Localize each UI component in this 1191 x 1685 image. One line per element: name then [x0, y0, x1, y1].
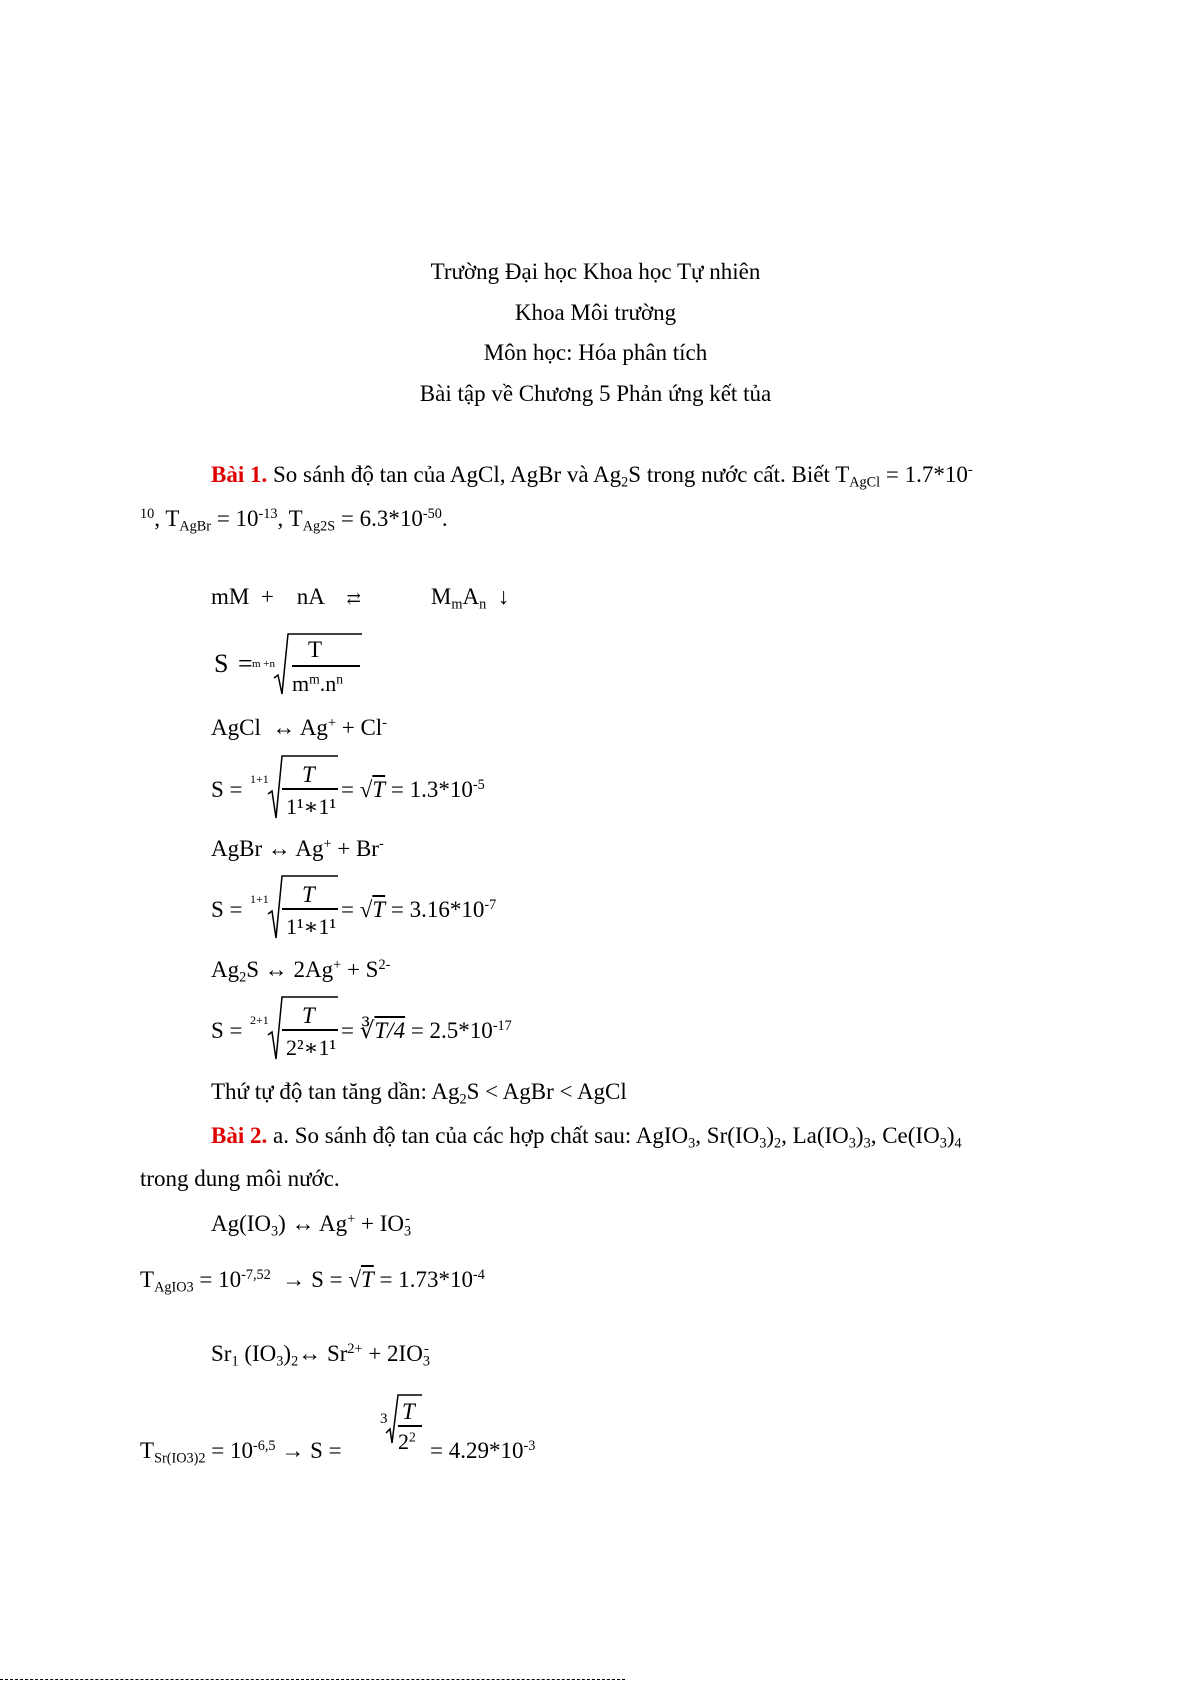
reaction-m: M	[430, 584, 452, 609]
sub-1: 1	[231, 1353, 239, 1370]
bai2-statement	[211, 1123, 962, 1152]
bai1-statement-cont	[140, 506, 448, 535]
formula-numerator: T	[308, 637, 323, 662]
sub-m: m	[451, 596, 463, 613]
subject-name: Môn học: Hóa phân tích	[483, 340, 708, 365]
sqrt-t: T	[360, 1267, 374, 1292]
sub-agbr: AgBr	[179, 518, 212, 535]
bai2-text-e: )	[855, 1123, 864, 1148]
sup-m50: -50	[422, 506, 442, 523]
agcl-result	[341, 778, 485, 801]
srio3-numerator: T	[402, 1399, 415, 1424]
sub-2: 2	[459, 1091, 467, 1108]
agbr-denominator: 1¹∗1¹	[286, 914, 337, 939]
agcl-denominator: 1¹∗1¹	[286, 794, 337, 819]
t-value: = 10	[205, 1438, 253, 1463]
sub-3: 3	[863, 1135, 871, 1152]
t-label: , T	[154, 506, 180, 531]
bai2-text-d: , La(IO	[781, 1123, 849, 1148]
sup-2plus: 2+	[347, 1341, 363, 1358]
ag2s-rhs: + S	[341, 957, 379, 982]
srio3-d: ↔ Sr	[298, 1341, 348, 1366]
t-agbr-val: = 10	[211, 506, 259, 531]
bai2-text-a: a. So sánh độ tan của các hợp chất sau: AgIO	[267, 1123, 689, 1148]
sub-3: 3	[403, 1223, 412, 1240]
bai1-text-b: S trong nước cất. Biết T	[628, 462, 850, 487]
fraction-bar	[398, 1425, 422, 1427]
radical-index: 3	[380, 1411, 388, 1427]
sup-minus: -	[382, 715, 387, 732]
srio3-c: )	[283, 1341, 292, 1366]
ag2s-numerator: T	[302, 1003, 315, 1028]
srio3-reaction	[211, 1341, 430, 1370]
ag2s-exponent: -17	[492, 1018, 512, 1035]
agcl-reaction	[211, 716, 387, 739]
srio3-radical	[378, 1393, 438, 1463]
agio3-solubility	[140, 1267, 485, 1296]
period: .	[441, 506, 448, 531]
general-reaction	[211, 584, 510, 613]
ag2s-result	[341, 1019, 512, 1042]
sub-4: 4	[954, 1135, 962, 1152]
radical-index: 2+1	[250, 1013, 269, 1027]
s-prefix: → S = √	[270, 1267, 361, 1292]
sup-minus: -	[378, 836, 384, 853]
t-exponent: -7,52	[241, 1267, 271, 1284]
s-prefix: → S =	[275, 1438, 348, 1463]
srio3-denominator	[398, 1429, 416, 1455]
agio3-c: + IO	[355, 1211, 404, 1236]
radical-index: m +n	[252, 658, 276, 670]
bai2-label: Bài 2.	[211, 1123, 268, 1148]
sqrt-prefix: = √	[341, 897, 373, 922]
bai1-text: So sánh độ tan của AgCl, AgBr và Ag	[272, 462, 622, 487]
sub-3: 3	[271, 1223, 279, 1240]
fraction-bar	[282, 908, 338, 910]
agcl-lhs: AgCl ↔ Ag	[211, 715, 328, 740]
sup-minus: -	[423, 1341, 429, 1358]
srio3-b: (IO	[238, 1341, 277, 1366]
t-label-2: , T	[277, 506, 303, 531]
agbr-s-label: S =	[211, 897, 243, 922]
t-label: T	[140, 1267, 155, 1292]
den-sup-m: m	[309, 671, 320, 687]
sup-plus: +	[327, 715, 336, 732]
bai2-text-f: , Ce(IO	[870, 1123, 940, 1148]
srio3-e: + 2IO	[362, 1341, 423, 1366]
sup-m13: -13	[258, 506, 278, 523]
bai2-text-g: )	[946, 1123, 955, 1148]
radical-index: 1+1	[250, 772, 269, 786]
agcl-s-label: S =	[211, 777, 243, 802]
agio3-b: ) ↔ Ag	[278, 1211, 348, 1236]
bai1-text-c: = 1.7*10	[880, 462, 968, 487]
agcl-value: = 1.3*10	[385, 777, 473, 802]
agbr-rhs: + Br	[331, 836, 379, 861]
t-exponent: -6,5	[253, 1438, 276, 1455]
agio3-a: Ag(IO	[211, 1211, 272, 1236]
faculty-name: Khoa Môi trường	[514, 300, 677, 325]
university-name: Trường Đại học Khoa học Tự nhiên	[430, 259, 761, 284]
agbr-value: = 3.16*10	[385, 897, 485, 922]
den-n: .n	[319, 671, 337, 696]
t-value: = 10	[193, 1267, 242, 1292]
ag2s-radical	[250, 995, 340, 1061]
reaction-lhs: mM + nA	[211, 584, 347, 609]
sub-3: 3	[276, 1353, 284, 1370]
agio3-reaction	[211, 1211, 412, 1240]
sub-2: 2	[239, 969, 247, 986]
precipitate-arrow-icon: ↓	[486, 584, 510, 609]
den-m: m	[292, 671, 310, 696]
sqrt-prefix: = √	[341, 777, 373, 802]
general-radical	[252, 632, 362, 696]
bai2-statement-cont: trong dung môi nước.	[140, 1166, 340, 1191]
ag2s-lhs: S ↔ 2Ag	[246, 957, 334, 982]
sup-plus: +	[323, 836, 332, 853]
formula-s: S	[214, 649, 229, 678]
agcl-rhs: + Cl	[335, 715, 383, 740]
sub-agcl: AgCl	[849, 474, 881, 491]
formula-denominator	[292, 671, 343, 697]
ag2s-s-label: S =	[211, 1018, 243, 1043]
cbrt-t: T/4	[374, 1018, 406, 1043]
den-sup: 2	[409, 1429, 416, 1445]
sup-plus: +	[347, 1211, 356, 1228]
agbr-exponent: -7	[484, 897, 497, 914]
s-value: = 1.73*10	[373, 1267, 473, 1292]
agbr-numerator: T	[302, 882, 315, 907]
agcl-numerator: T	[302, 762, 315, 787]
sub-n: n	[479, 596, 487, 613]
equilibrium-arrow-icon: ⇄	[346, 589, 361, 609]
agbr-result	[341, 898, 496, 921]
bai2-text-c: )	[766, 1123, 774, 1148]
sub-2: 2	[773, 1135, 782, 1152]
ag2s-denominator: 2²∗1¹	[286, 1035, 337, 1060]
order-text-b: S < AgBr < AgCl	[466, 1079, 627, 1104]
agcl-radical	[250, 754, 340, 820]
cbrt-prefix: = ∛	[341, 1018, 375, 1043]
radical-index: 1+1	[250, 892, 269, 906]
sup-minus: -	[967, 462, 973, 479]
sub-3: 3	[939, 1135, 947, 1152]
sup-plus: +	[333, 957, 342, 974]
footnote-divider	[0, 1679, 625, 1680]
fraction-bar	[292, 665, 360, 667]
agbr-lhs: AgBr ↔ Ag	[211, 836, 324, 861]
sub-3: 3	[759, 1135, 767, 1152]
sub-2: 2	[291, 1353, 299, 1370]
ag2s-value: = 2.5*10	[405, 1018, 493, 1043]
sub-srio3: Sr(IO3)2	[154, 1450, 206, 1467]
sqrt-t: T	[372, 777, 386, 802]
agcl-exponent: -5	[472, 777, 485, 794]
sup-2minus: 2-	[378, 957, 391, 974]
sqrt-t: T	[372, 897, 386, 922]
sub-3: 3	[688, 1135, 696, 1152]
s-exponent: -4	[472, 1267, 485, 1284]
den-sup-n: n	[336, 671, 344, 687]
reaction-a: A	[462, 584, 480, 609]
bai1-label: Bài 1.	[211, 462, 268, 487]
bai2-text-b: , Sr(IO	[695, 1123, 760, 1148]
sup-minus: -	[405, 1211, 410, 1228]
solubility-order	[211, 1079, 627, 1108]
exp-cont: 10	[140, 506, 155, 523]
bai1-statement: Bài 1. So sánh độ tan của AgCl, AgBr và $Ag_2S$ trong nước cất. Biết $T_{AgCl} = 1.7*10^-$	[211, 462, 973, 491]
srio3-a: Sr	[211, 1341, 232, 1366]
fraction-bar	[282, 788, 338, 790]
topic-title: Bài tập về Chương 5 Phản ứng kết tủa	[419, 381, 772, 406]
ag2s-reaction	[211, 957, 391, 986]
t-ag2s-val: = 6.3*10	[335, 506, 423, 531]
fraction-bar	[282, 1029, 338, 1031]
sub-3: 3	[422, 1353, 430, 1370]
s-value: = 4.29*10	[430, 1438, 524, 1463]
order-text: Thứ tự độ tan tăng dần: Ag	[211, 1079, 460, 1104]
sub-agio3: AgIO3	[154, 1279, 194, 1296]
formula-equals: =	[238, 649, 253, 678]
srio3-solubility	[140, 1438, 348, 1467]
sub-ag2s: Ag2S	[302, 518, 336, 535]
den-base: 2	[398, 1429, 409, 1454]
ag2s-ag: Ag	[211, 957, 240, 982]
s-exponent: -3	[523, 1438, 536, 1455]
sub-3: 3	[848, 1135, 856, 1152]
t-label: T	[140, 1438, 155, 1463]
agbr-radical	[250, 874, 340, 940]
agbr-reaction	[211, 837, 384, 860]
srio3-result	[430, 1439, 535, 1462]
